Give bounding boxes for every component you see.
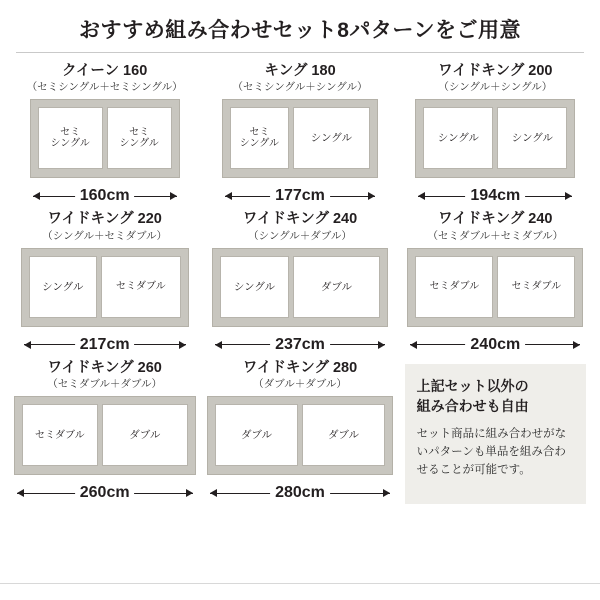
set-heading (14, 360, 195, 390)
bed-frame (407, 248, 583, 327)
mattress: ダブル (302, 404, 385, 466)
set-cell (14, 360, 195, 504)
dimension-label: 177cm (270, 187, 330, 205)
title-divider (16, 52, 584, 53)
sets-grid (14, 63, 586, 504)
set-name: ワイドキング 280 (242, 359, 358, 376)
set-name: ワイドキング 240 (438, 211, 553, 228)
bed-frame (415, 99, 575, 178)
mattress: セミ シングル (230, 107, 289, 169)
set-composition: （シングル＋ダブル） (248, 229, 352, 242)
mattress: ダブル (102, 404, 188, 466)
set-heading (405, 63, 586, 93)
dimension-arrow (16, 482, 194, 504)
set-name: ワイドキング 240 (242, 211, 358, 228)
note-body: セット商品に組み合わせがないパターンも単品を組み合わせることが可能です。 (416, 427, 567, 477)
set-cell (405, 63, 586, 207)
bed-diagram (209, 99, 390, 207)
mattress: ダブル (215, 404, 298, 466)
dimension-arrow (224, 185, 376, 207)
dimension-label: 260cm (75, 484, 135, 502)
page-title: おすすめ組み合わせセット8パターンをご用意 (79, 19, 521, 42)
dimension-label: 237cm (270, 336, 330, 354)
free-combination-note (405, 364, 586, 504)
dimension-label: 194cm (465, 187, 525, 205)
bed-frame (14, 396, 196, 475)
set-heading (14, 211, 195, 241)
set-heading (209, 360, 390, 390)
set-name: キング 180 (264, 63, 336, 79)
mattress: シングル (423, 107, 493, 169)
dimension-label: 160cm (75, 187, 135, 205)
mattress: セミダブル (22, 404, 98, 466)
dimension-arrow (209, 482, 391, 504)
set-cell (209, 211, 390, 355)
set-name: クイーン 160 (62, 63, 148, 79)
bed-frame (21, 248, 189, 327)
set-composition: （シングル＋セミダブル） (42, 229, 168, 242)
bed-diagram (405, 248, 586, 356)
mattress: シングル (293, 107, 370, 169)
bed-diagram (405, 99, 586, 207)
bed-diagram (14, 99, 195, 207)
set-composition: （ダブル＋ダブル） (253, 378, 347, 391)
dimension-arrow (214, 334, 386, 356)
set-composition: （セミシングル＋シングル） (232, 81, 368, 94)
set-heading (405, 211, 586, 241)
set-heading (209, 211, 390, 241)
set-name: ワイドキング 220 (47, 211, 162, 228)
bottom-divider (0, 583, 600, 584)
set-composition: （セミシングル＋セミシングル） (26, 81, 183, 94)
bed-diagram (209, 248, 390, 356)
bed-diagram (14, 248, 195, 356)
set-cell (209, 63, 390, 207)
note-cell (405, 360, 586, 504)
dimension-label: 280cm (270, 484, 330, 502)
dimension-arrow (409, 334, 581, 356)
set-cell (405, 211, 586, 355)
bed-frame (30, 99, 180, 178)
bed-frame (212, 248, 388, 327)
set-cell (14, 63, 195, 207)
set-cell (209, 360, 390, 504)
mattress: セミダブル (101, 256, 181, 318)
mattress: セミダブル (415, 256, 493, 318)
set-heading (14, 63, 195, 93)
set-name: ワイドキング 200 (438, 63, 553, 79)
set-composition: （セミダブル＋セミダブル） (427, 229, 564, 242)
mattress: シングル (220, 256, 289, 318)
set-composition: （シングル＋シングル） (438, 81, 553, 94)
set-name: ワイドキング 260 (47, 359, 162, 376)
dimension-label: 217cm (75, 336, 135, 354)
set-composition: （セミダブル＋ダブル） (47, 378, 162, 391)
mattress: シングル (497, 107, 567, 169)
note-title: 上記セット以外の 組み合わせも自由 (416, 377, 529, 415)
dimension-label: 240cm (465, 336, 525, 354)
mattress: ダブル (293, 256, 380, 318)
dimension-arrow (32, 185, 178, 207)
set-heading (209, 63, 390, 93)
mattress: セミ シングル (107, 107, 172, 169)
mattress: シングル (29, 256, 97, 318)
bed-frame (207, 396, 393, 475)
dimension-arrow (417, 185, 573, 207)
set-cell (14, 211, 195, 355)
bed-diagram (14, 396, 195, 504)
bed-diagram (209, 396, 390, 504)
mattress: セミ シングル (38, 107, 103, 169)
bed-frame (222, 99, 378, 178)
mattress: セミダブル (497, 256, 575, 318)
dimension-arrow (23, 334, 187, 356)
